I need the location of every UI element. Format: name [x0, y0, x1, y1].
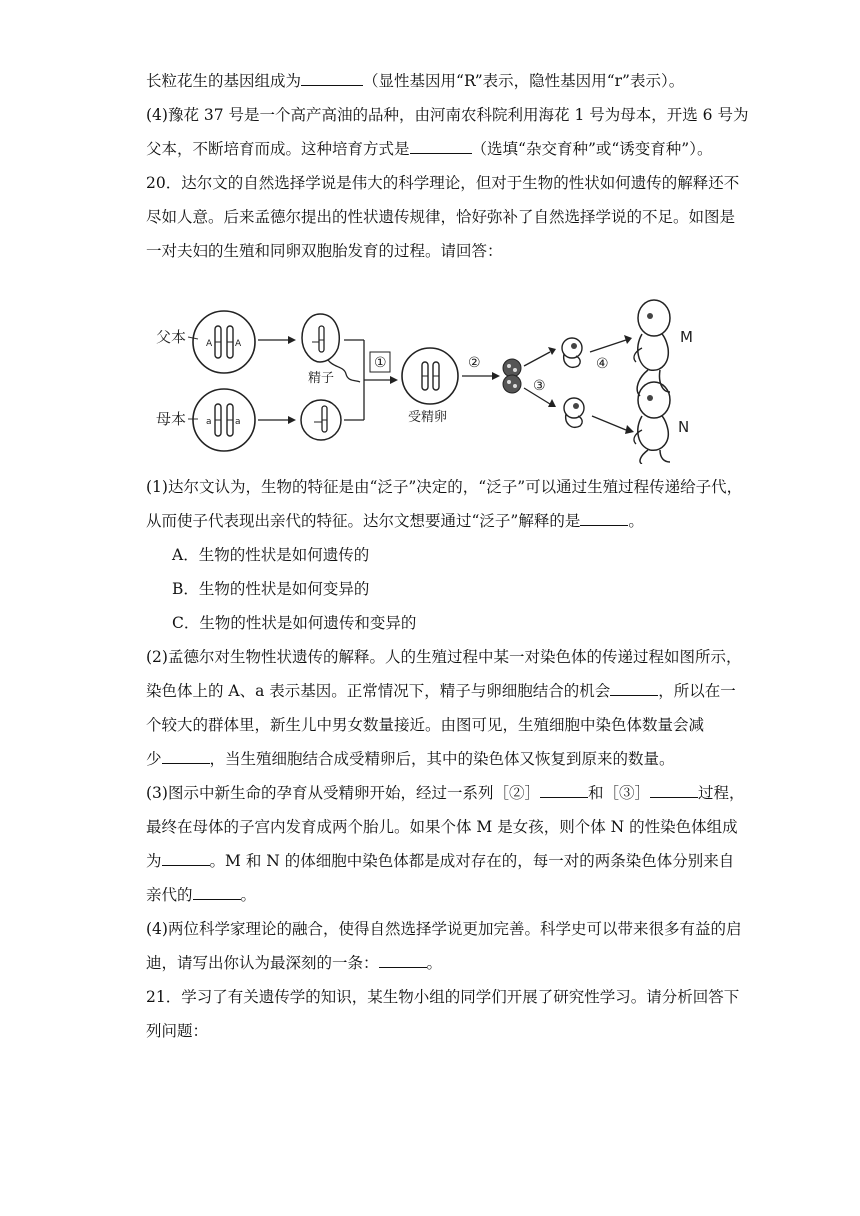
text-span: 。: [240, 886, 257, 904]
sperm-label: 精子: [308, 371, 335, 386]
step-1-label: ①: [374, 355, 387, 371]
answer-blank: [162, 749, 210, 764]
text-span: 。: [426, 954, 443, 972]
text-span: 从而使子代表现出亲代的特征。达尔文想要通过“泛子”解释的是: [146, 512, 581, 530]
embryo-n-early: [564, 398, 584, 427]
text-span: 父本，不断培育而成。这种培育方式是: [146, 140, 410, 158]
zygote-cell: [402, 348, 458, 425]
text-span: (3)图示中新生命的孕育从受精卵开始，经过一系列［②］: [146, 784, 540, 802]
answer-blank: [540, 783, 588, 798]
father-label: 父本: [156, 328, 187, 346]
text-line: [146, 952, 442, 974]
text-span: 。: [628, 512, 644, 530]
text-span: 染色体上的 A、a 表示基因。正常情况下，精子与卵细胞结合的机会: [146, 682, 611, 700]
text-line: [146, 850, 734, 872]
text-line: [146, 748, 675, 770]
option-a: A．生物的性状是如何遗传的: [172, 546, 370, 564]
embryo-m-early: [562, 338, 582, 367]
question-21-line: 21．学习了有关遗传学的知识，某生物小组的同学们开展了研究性学习。请分析回答下: [146, 988, 740, 1006]
text-span: 亲代的: [146, 886, 193, 904]
text-span: ，所以在一: [658, 682, 736, 700]
answer-blank: [193, 885, 241, 900]
text-span: （选填“杂交育种”或“诱变育种”）。: [471, 140, 713, 158]
text-line: (4)两位科学家理论的融合，使得自然选择学说更加完善。科学史可以带来很多有益的启: [146, 920, 742, 938]
label-n: N: [678, 418, 690, 436]
answer-blank: [580, 511, 628, 526]
text-span: 为: [146, 852, 162, 870]
answer-blank: [650, 783, 698, 798]
zygote-label: 受精卵: [408, 410, 448, 425]
answer-blank: [379, 953, 427, 968]
father-cell: [193, 311, 255, 373]
text-span: 少: [146, 750, 162, 768]
text-line: (2)孟德尔对生物性状遗传的解释。人的生殖过程中某一对染色体的传递过程如图所示，: [146, 648, 742, 666]
answer-blank: [301, 71, 363, 86]
fetus-m: [634, 300, 693, 396]
text-line: (4)豫花 37 号是一个高产高油的品种，由河南农科院利用海花 1 号为母本，开选 6 号为: [146, 106, 749, 124]
text-span: （显性基因用“R”表示，隐性基因用“r”表示）。: [363, 72, 685, 90]
text-line: [146, 138, 712, 160]
question-20-line: 尽如人意。后来孟德尔提出的性状遗传规律，恰好弥补了自然选择学说的不足。如图是: [146, 208, 736, 226]
step-3-label: ③: [533, 378, 546, 394]
text-span: 和［③］: [587, 784, 650, 802]
text-line: [146, 884, 256, 906]
gene-label: a: [206, 417, 212, 427]
egg-cell: [301, 400, 341, 440]
reproduction-diagram: [150, 296, 710, 464]
text-span: 过程，: [697, 784, 745, 802]
label-m: M: [680, 328, 693, 346]
step-2-label: ②: [468, 355, 481, 371]
text-line: [146, 70, 684, 92]
answer-blank: [162, 851, 210, 866]
text-line: 个较大的群体里，新生儿中男女数量接近。由图可见，生殖细胞中染色体数量会减: [146, 716, 705, 734]
text-span: 长粒花生的基因组成为: [146, 72, 302, 90]
text-span: 。M 和 N 的体细胞中染色体都是成对存在的，每一对的两条染色体分别来自: [209, 852, 735, 870]
answer-blank: [410, 139, 472, 154]
text-line: 最终在母体的子宫内发育成两个胎儿。如果个体 M 是女孩，则个体 N 的性染色体组成: [146, 818, 738, 836]
question-20-line: 一对夫妇的生殖和同卵双胞胎发育的过程。请回答：: [146, 242, 503, 260]
option-b: B．生物的性状是如何变异的: [172, 580, 370, 598]
mother-cell: [193, 389, 255, 451]
gene-label: A: [235, 339, 242, 349]
text-line: [146, 782, 745, 804]
question-20-line: 20．达尔文的自然选择学说是伟大的科学理论，但对于生物的性状如何遗传的解释还不: [146, 174, 740, 192]
text-line: [146, 680, 736, 702]
text-span: 迪，请写出你认为最深刻的一条：: [146, 954, 379, 972]
answer-blank: [610, 681, 658, 696]
gene-label: A: [206, 339, 213, 349]
question-21-line: 列问题：: [146, 1022, 209, 1040]
sperm-cell: [302, 314, 360, 386]
embryo-cluster: [503, 359, 521, 393]
mother-label: 母本: [156, 410, 187, 428]
text-span: ，当生殖细胞结合成受精卵后，其中的染色体又恢复到原来的数量。: [209, 750, 675, 768]
gene-label: a: [235, 417, 241, 427]
option-c: C．生物的性状是如何遗传和变异的: [172, 614, 417, 632]
step-4-label: ④: [596, 356, 609, 372]
text-line: [146, 510, 644, 532]
fetus-n: [634, 382, 689, 464]
text-line: (1)达尔文认为，生物的特征是由“泛子”决定的，“泛子”可以通过生殖过程传递给子代，: [146, 478, 743, 496]
